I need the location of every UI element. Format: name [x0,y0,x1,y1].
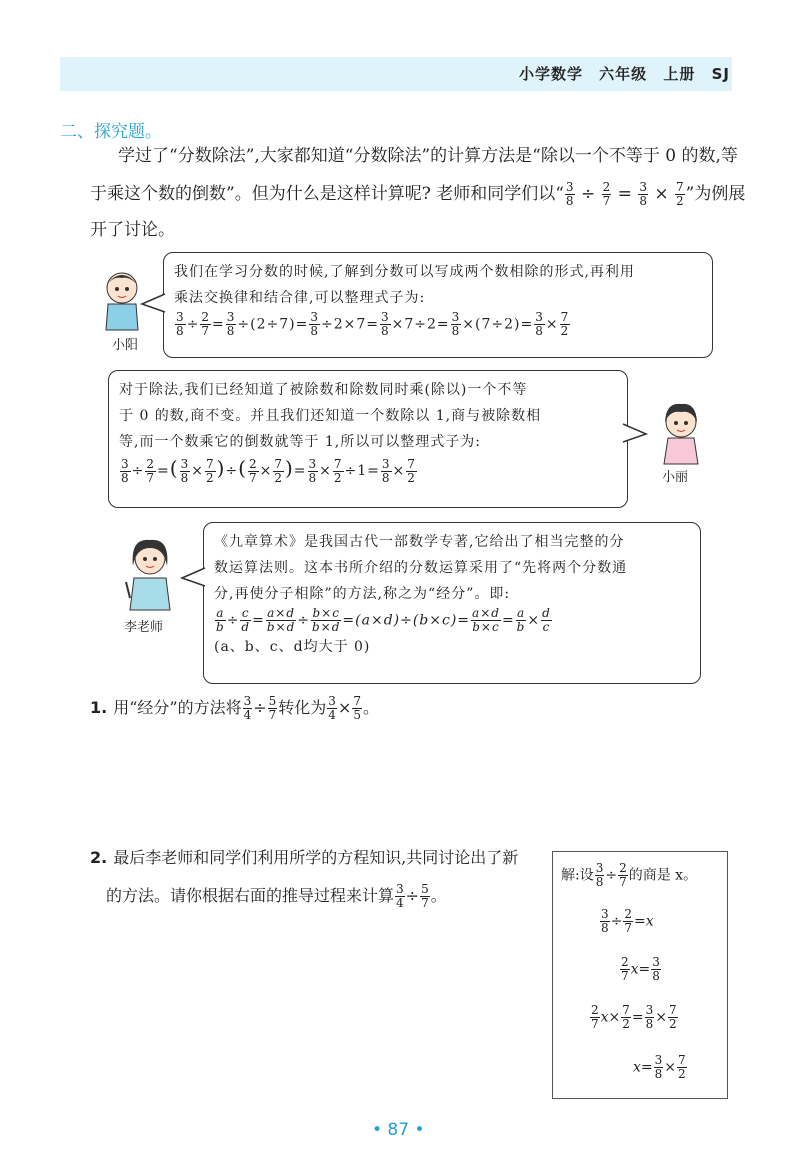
intro-line-2: 于乘这个数的倒数”。但为什么是这样计算呢? 老师和同学们以“ $\frac{3}{8}$ ÷ $\frac{2}{7}$ = $\frac{3}{8}$ × $\frac{7}{2}$ ”为例展 [90,180,746,208]
xiaoyang-speech-bubble [163,252,713,358]
xiaoyang-name: 小阳 [112,338,139,353]
page-number: • 87 • [372,1120,425,1140]
xiaoyang-bubble-tail [140,292,166,316]
xiaoli-text-3: 等,而一个数乘它的倒数就等于 1,所以可以整理式子为: [119,434,481,450]
header-title: 小学数学 六年级 上册 SJ [518,65,730,83]
teacher-text-2: 数运算法则。这本书所介绍的分数运算采用了“先将两个分数通 [214,560,628,576]
teacher-speech-bubble [203,522,701,684]
xiaoli-name: 小丽 [662,470,689,485]
solution-line-5: x= $\frac{3}{8}$ × $\frac{7}{2}$ [633,1053,686,1081]
solution-line-2: $\frac{3}{8}$ ÷ $\frac{2}{7}$ =x [601,907,654,935]
intro-line-1: 学过了“分数除法”,大家都知道“分数除法”的计算方法是“除以一个不等于 0 的数,等 [118,146,738,166]
solution-line-3: $\frac{2}{7}$ x= $\frac{3}{8}$ [621,955,660,983]
girl-xiaoli-illustration [656,400,706,466]
teacher-name: 李老师 [124,620,164,635]
solution-line-1: 解:设 $\frac{3}{8}$ ÷ $\frac{2}{7}$ 的商是 x。 [561,861,698,889]
question-2-line-1: 2. 最后李老师和同学们利用所学的方程知识,共同讨论出了新 [90,848,519,867]
question-1: 1. 用“经分”的方法将 $\frac{3}{4}$ ÷ $\frac{5}{7}$ 转化为 $\frac{3}{4}$ × $\frac{7}{5}$ 。 [90,694,379,722]
teacher-li-illustration [120,536,180,612]
teacher-note: (a、b、c、d均大于 0) [214,639,371,655]
teacher-text-1: 《九章算术》是我国古代一部数学专著,它给出了相当完整的分 [214,534,625,550]
xiaoli-text-2: 于 0 的数,商不变。并且我们还知道一个数除以 1,商与被除数相 [119,408,542,424]
teacher-formula: $\frac{a}{b}$ ÷ $\frac{c}{d}$ = $\frac{a\times d}{b\times d}$ ÷ $\frac{b\times c}{b\times d}$ =(a×d)÷(b×c)= $\frac{a\times d}{b\times c}$ = $\frac{a}{b}$ × $\frac{d}{c}$ [216,606,551,634]
xiaoli-formula: $\frac{3}{8}$ ÷ $\frac{2}{7}$ =( $\frac{3}{8}$ × $\frac{7}{2}$ )÷( $\frac{2}{7}$ × $\frac{7}{2}$ )= $\frac{3}{8}$ × $\frac{7}{2}$ ÷1= $\frac{3}{8}$ × $\frac{7}{2}$ [121,456,416,485]
solution-box [552,851,728,1099]
intro-line-3: 开了讨论。 [90,220,175,240]
teacher-text-3: 分,再使分子相除”的方法,称之为“经分”。即: [214,586,511,602]
xiaoli-text-1: 对于除法,我们已经知道了被除数和除数同时乘(除以)一个不等 [119,382,528,398]
boy-xiaoyang-illustration [98,268,146,334]
xiaoli-speech-bubble [108,370,628,508]
section-title: 二、探究题。 [60,122,162,142]
xiaoyang-text-2: 乘法交换律和结合律,可以整理式子为: [174,290,426,306]
xiaoli-bubble-tail [622,422,648,446]
xiaoyang-formula: $\frac{3}{8}$ ÷ $\frac{2}{7}$ = $\frac{3}{8}$ ÷(2÷7)= $\frac{3}{8}$ ÷2×7= $\frac{3}{8}$ ×7÷2= $\frac{3}{8}$ ×(7÷2)= $\frac{3}{8}$ × $\frac{7}{2}$ [176,310,570,338]
question-2-line-2: 的方法。请你根据右面的推导过程来计算 $\frac{3}{4}$ ÷ $\frac{5}{7}$ 。 [106,882,447,910]
xiaoyang-text-1: 我们在学习分数的时候,了解到分数可以写成两个数相除的形式,再利用 [174,264,635,280]
teacher-bubble-tail [180,566,206,590]
solution-line-4: $\frac{2}{7}$ x× $\frac{7}{2}$ = $\frac{3}{8}$ × $\frac{7}{2}$ [591,1003,677,1031]
